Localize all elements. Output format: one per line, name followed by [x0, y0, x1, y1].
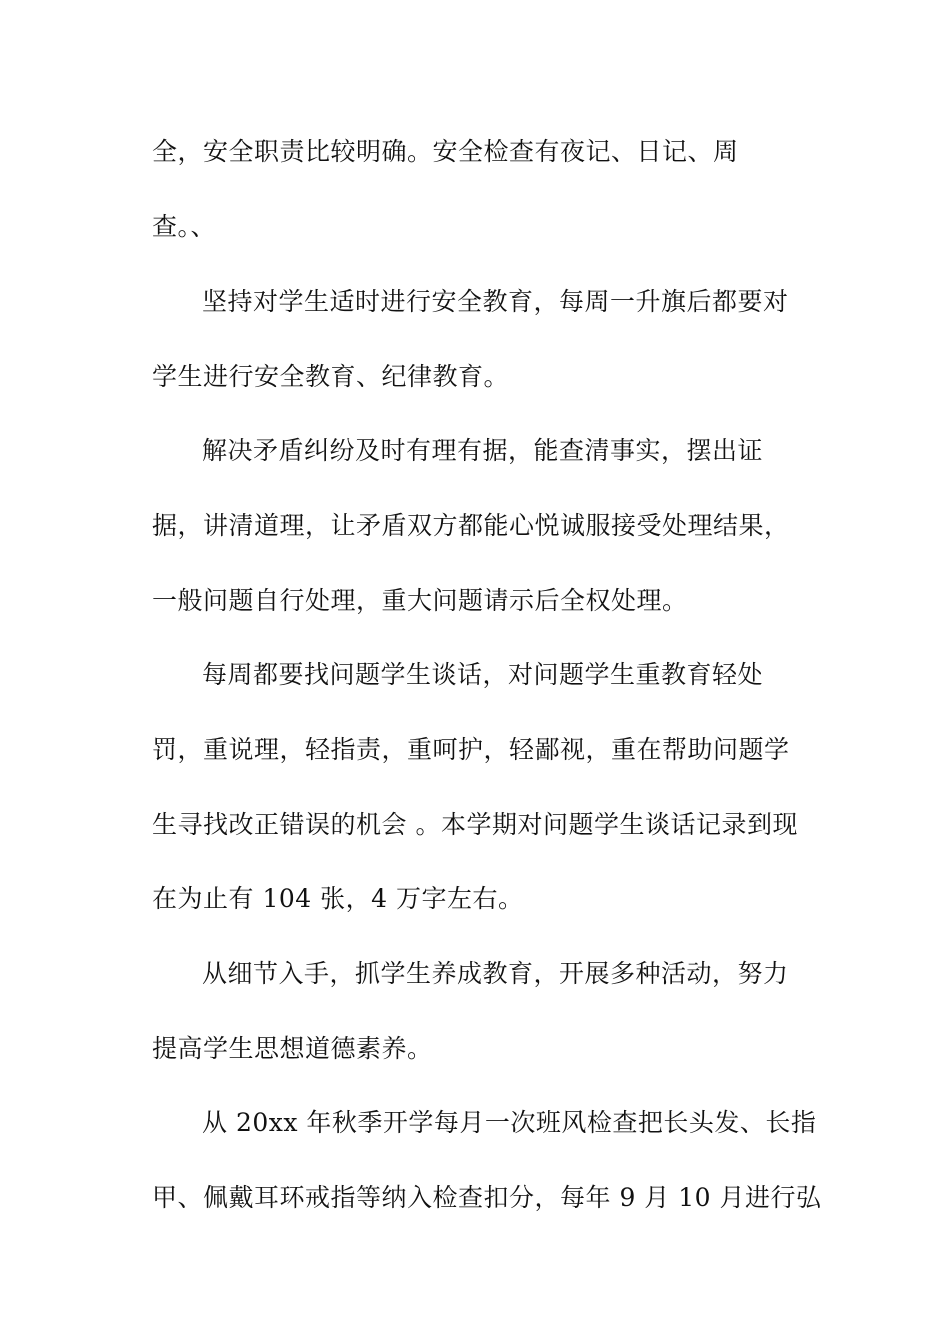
paragraph-start-line: 从细节入手，抓学生养成教育，开展多种活动，努力: [202, 959, 789, 988]
text-line: 在为止有 104 张，4 万字左右。: [152, 884, 524, 913]
text-line: 全，安全职责比较明确。安全检查有夜记、日记、周: [152, 137, 739, 166]
paragraph-start-line: 从 20xx 年秋季开学每月一次班风检查把长头发、长指: [202, 1108, 817, 1137]
paragraph-start-line: 坚持对学生适时进行安全教育，每周一升旗后都要对: [202, 287, 789, 316]
text-line: 提高学生思想道德素养。: [152, 1034, 433, 1063]
text-line: 学生进行安全教育、纪律教育。: [152, 362, 510, 391]
text-line: 生寻找改正错误的机会 。本学期对问题学生谈话记录到现: [152, 810, 798, 839]
text-line: 一般问题自行处理，重大问题请示后全权处理。: [152, 586, 688, 615]
text-line: 甲、佩戴耳环戒指等纳入检查扣分，每年 9 月 10 月进行弘: [152, 1183, 822, 1212]
text-line: 据，讲清道理，让矛盾双方都能心悦诚服接受处理结果，: [152, 511, 790, 540]
text-line: 查。、: [152, 212, 217, 241]
paragraph-start-line: 解决矛盾纠纷及时有理有据，能查清事实，摆出证: [202, 436, 764, 465]
text-line: 罚，重说理，轻指责，重呵护，轻鄙视，重在帮助问题学: [152, 735, 790, 764]
paragraph-start-line: 每周都要找问题学生谈话，对问题学生重教育轻处: [202, 660, 764, 689]
